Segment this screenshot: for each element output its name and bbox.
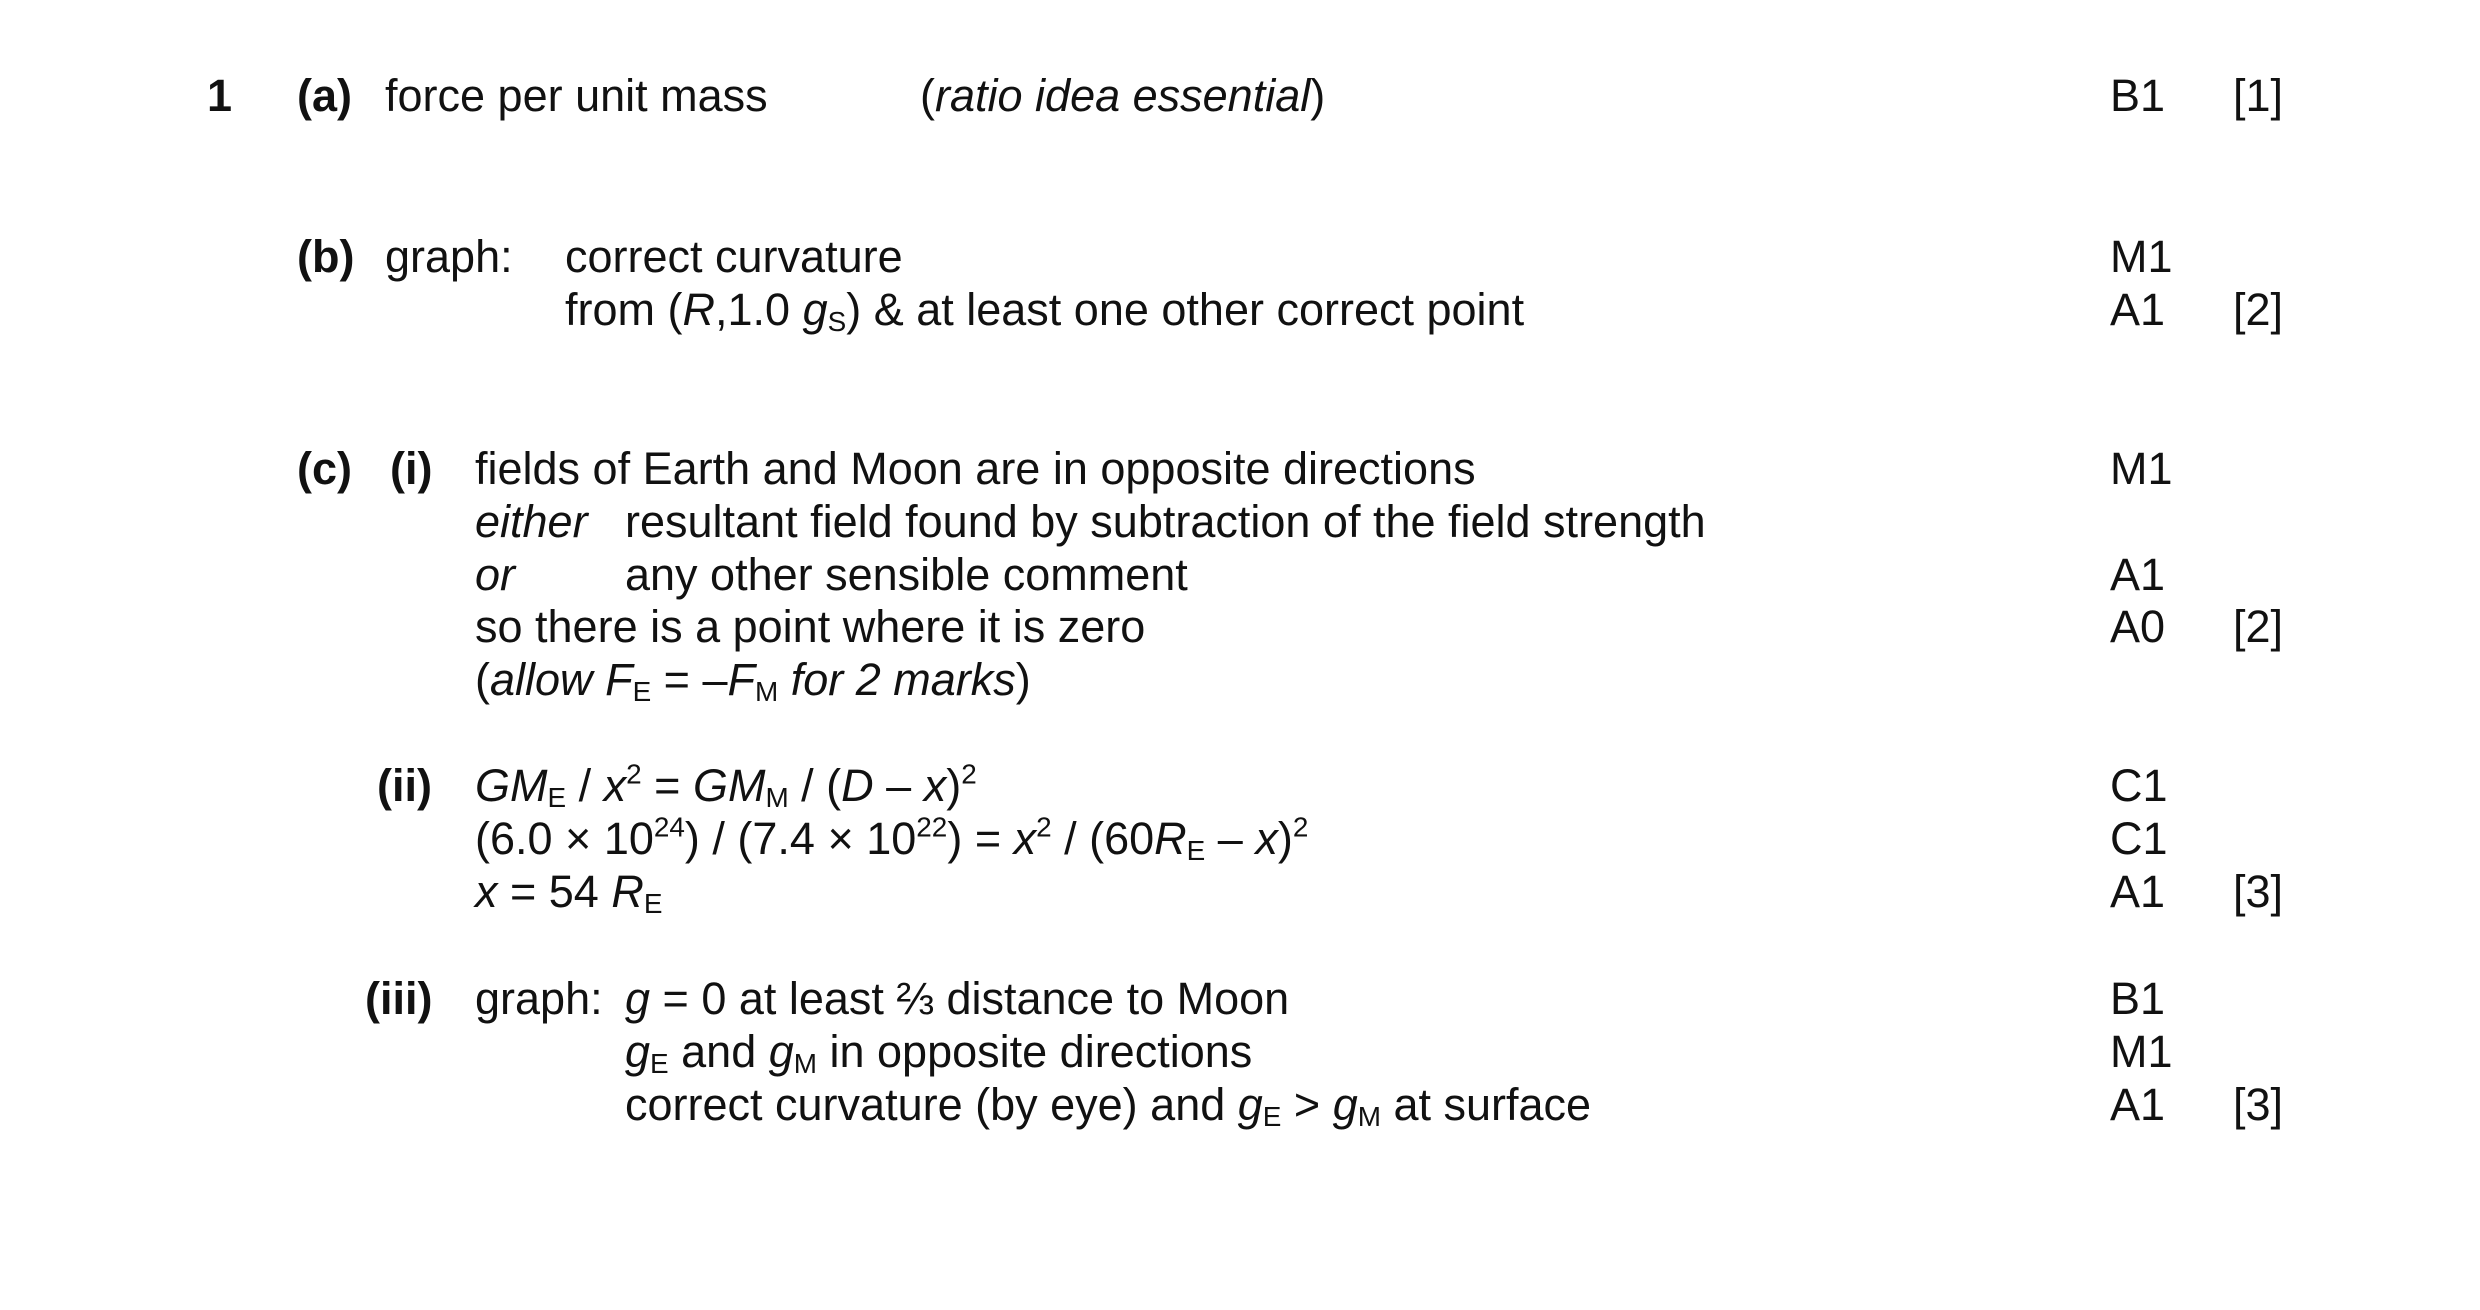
- part-c-iii-total: [3]: [2233, 1079, 2284, 1130]
- part-c-ii-label: (ii): [377, 760, 432, 811]
- part-b-line2-mark: A1: [2110, 284, 2166, 335]
- part-c-iii-line3: correct curvature (by eye) and $g_E > g_M$ at surface: [625, 1079, 1592, 1133]
- part-c-iii-label: (iii): [365, 973, 433, 1024]
- part-c-i-line4: so there is a point where it is zero: [475, 601, 1146, 652]
- part-b-line1-mark: M1: [2110, 231, 2173, 282]
- part-a-note: (ratio idea essential): [920, 70, 1326, 121]
- part-a-mark: B1: [2110, 70, 2166, 121]
- part-c-i-line1: fields of Earth and Moon are in opposite directions: [475, 443, 1476, 494]
- part-a-total: [1]: [2233, 70, 2284, 121]
- part-b-label: (b): [297, 231, 355, 282]
- question-number: 1: [207, 70, 233, 121]
- part-c-i-line1-mark: M1: [2110, 443, 2173, 494]
- part-c-i-or-label: or: [475, 549, 516, 600]
- part-c-ii-line3-mark: A1: [2110, 866, 2166, 917]
- part-a-answer: force per unit mass: [385, 70, 768, 121]
- part-b-line2: from (R,1.0 $g_S$) & at least one other correct point: [565, 284, 1525, 338]
- part-c-i-either-label: either: [475, 496, 588, 547]
- part-c-i-or-text: any other sensible comment: [625, 549, 1188, 600]
- part-c-i-total: [2]: [2233, 601, 2284, 652]
- part-c-iii-line2-mark: M1: [2110, 1026, 2173, 1077]
- part-b-graph-label: graph:: [385, 231, 513, 282]
- part-c-ii-line1: $GM_E / x^2 = GM_M / (D - x)^2$: [475, 758, 977, 814]
- part-c-i-or-mark: A1: [2110, 549, 2166, 600]
- part-c-iii-line3-mark: A1: [2110, 1079, 2166, 1130]
- part-c-ii-total: [3]: [2233, 866, 2284, 917]
- part-c-iii-line1-mark: B1: [2110, 973, 2166, 1024]
- part-c-ii-line1-mark: C1: [2110, 760, 2168, 811]
- part-c-iii-line2: $g_E$ and $g_M$ in opposite directions: [625, 1026, 1253, 1080]
- part-c-i-line4-mark: A0: [2110, 601, 2166, 652]
- part-b-line1: correct curvature: [565, 231, 903, 282]
- part-b-total: [2]: [2233, 284, 2284, 335]
- part-c-iii-graph-label: graph:: [475, 973, 603, 1024]
- part-c-label: (c): [297, 443, 352, 494]
- part-c-i-either-text: resultant field found by subtraction of the field strength: [625, 496, 1706, 547]
- part-c-ii-line2-mark: C1: [2110, 813, 2168, 864]
- part-c-ii-line2: $(6.0 \times 10^{24}) / (7.4 \times 10^{22}) = x^2 / (60R_E - x)^2$: [475, 811, 1309, 867]
- part-a-label: (a): [297, 70, 352, 121]
- part-c-iii-line1: g = 0 at least ⅔ distance to Moon: [625, 973, 1290, 1024]
- part-c-ii-line3: x = 54 $R_E$: [475, 866, 663, 920]
- part-c-i-label: (i): [390, 443, 433, 494]
- part-c-i-allow-note: (allow $F_E = -F_M$ for 2 marks): [475, 654, 1031, 708]
